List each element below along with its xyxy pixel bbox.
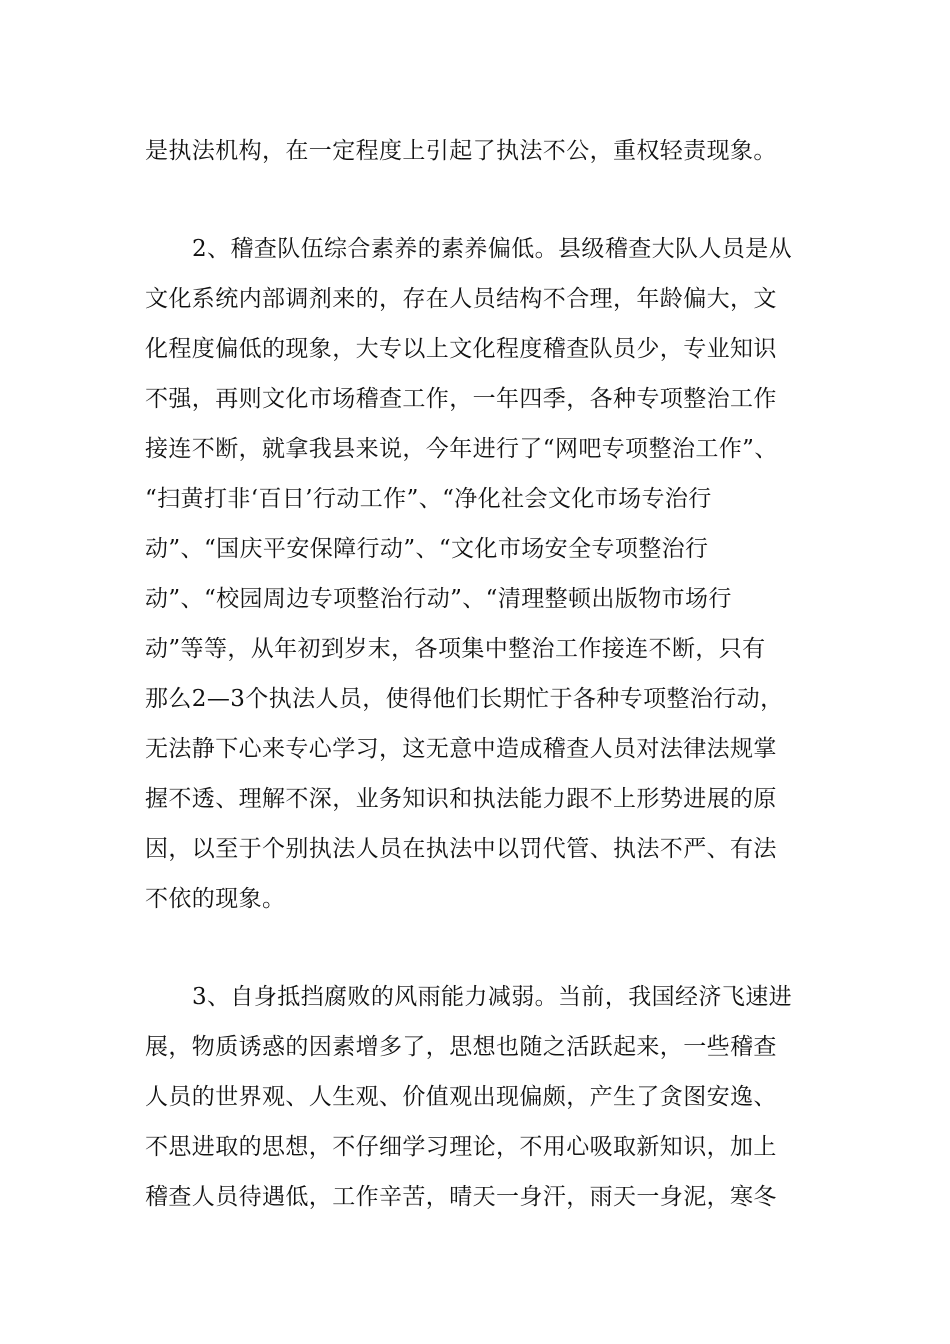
text-line: 动”、“校园周边专项整治行动”、“清理整顿出版物市场行: [145, 586, 732, 612]
text-line: 不依的现象。: [145, 886, 286, 912]
text-line: 无法静下心来专心学习，这无意中造成稽查人员对法律法规掌: [145, 736, 777, 762]
text-line: 不强，再则文化市场稽查工作，一年四季，各种专项整治工作: [145, 386, 777, 412]
text-line: “扫黄打非‘百日’行动工作”、“净化社会文化市场专治行: [145, 486, 712, 512]
text-line: 握不透、理解不深，业务知识和执法能力跟不上形势进展的原: [145, 786, 777, 812]
text-line: 展，物质诱惑的因素增多了，思想也随之活跃起来，一些稽查: [145, 1034, 777, 1060]
text-line: 是执法机构，在一定程度上引起了执法不公，重权轻责现象。: [145, 138, 777, 164]
text-line: 文化系统内部调剂来的，存在人员结构不合理，年龄偏大，文: [145, 286, 777, 312]
text-line: 因，以至于个别执法人员在执法中以罚代管、执法不严、有法: [145, 836, 777, 862]
text-line: 动”等等，从年初到岁末，各项集中整治工作接连不断，只有: [145, 636, 766, 662]
text-line: 接连不断，就拿我县来说，今年进行了“网吧专项整治工作”、: [145, 436, 778, 462]
paragraph-3-heading-line: 3、自身抵挡腐败的风雨能力减弱。当前，我国经济飞速进: [192, 984, 793, 1010]
paragraph-2-heading-line: 2、稽查队伍综合素养的素养偏低。县级稽查大队人员是从: [192, 236, 793, 262]
text-line: 动”、“国庆平安保障行动”、“文化市场安全专项整治行: [145, 536, 709, 562]
text-line: 化程度偏低的现象，大专以上文化程度稽查队员少，专业知识: [145, 336, 777, 362]
text-line: 稽查人员待遇低，工作辛苦，晴天一身汗，雨天一身泥，寒冬: [145, 1184, 777, 1210]
text-line: 那么2—3个执法人员，使得他们长期忙于各种专项整治行动，: [145, 686, 784, 712]
text-line: 不思进取的思想，不仔细学习理论，不用心吸取新知识，加上: [145, 1134, 777, 1160]
text-line: 人员的世界观、人生观、价值观出现偏颇，产生了贪图安逸、: [145, 1084, 777, 1110]
